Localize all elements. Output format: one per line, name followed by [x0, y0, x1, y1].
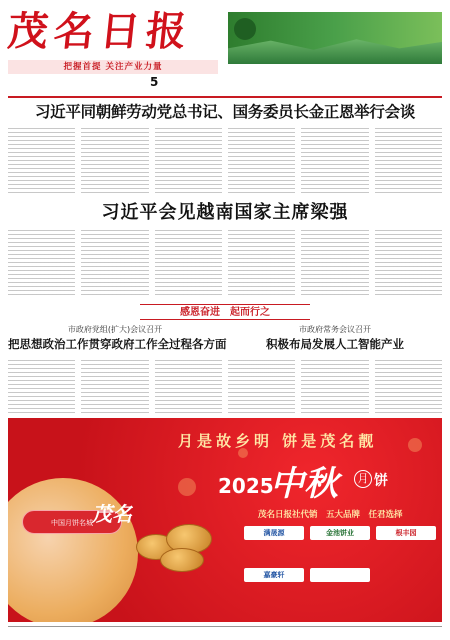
association-city: 茂名	[92, 502, 132, 526]
text-column	[81, 230, 148, 296]
masthead	[0, 0, 450, 78]
ad-festival-title: 中秋	[270, 464, 338, 504]
text-column	[375, 360, 442, 414]
masthead-divider	[8, 96, 442, 98]
text-column	[301, 128, 368, 194]
text-column	[301, 360, 368, 414]
text-column	[375, 230, 442, 296]
story-2-body	[8, 230, 442, 296]
association-badge: 中国月饼名城	[22, 510, 122, 534]
text-column	[81, 128, 148, 194]
headline-1: 习近平同朝鲜劳动党总书记、国务委员长金正恩举行会谈	[34, 102, 415, 121]
banner-tree-icon	[234, 18, 256, 40]
brand-logo: 嘉豪轩	[244, 568, 304, 582]
brand-logo	[310, 568, 370, 582]
text-column	[301, 230, 368, 296]
right-story-body	[228, 360, 442, 414]
text-column	[375, 128, 442, 194]
left-story-title: 把思想政治工作贯穿政府工作全过程各方面	[8, 337, 227, 351]
mooncake-advertisement	[8, 418, 442, 622]
brand-logo: 根丰园	[376, 526, 436, 540]
text-column	[8, 128, 75, 194]
story-1-body	[8, 128, 442, 194]
text-column	[228, 128, 295, 194]
ad-year: 2025	[218, 474, 274, 498]
text-column	[155, 230, 222, 296]
section-tag: 感恩奋进 起而行之	[140, 304, 310, 320]
text-column	[8, 230, 75, 296]
ad-slogan: 月是故乡明 饼是茂名靓	[178, 432, 378, 450]
left-story-kicker: 市政府党组(扩大)会议召开	[67, 325, 163, 334]
masthead-slogan: 把握首提 关注产业力量	[8, 60, 218, 74]
text-column	[8, 360, 75, 414]
ad-yue-mark: 月	[354, 470, 372, 488]
text-column	[81, 360, 148, 414]
mooncake-icon	[160, 548, 204, 572]
newspaper-logo: 茂名日报	[5, 8, 195, 55]
brand-logo: 金池饼业	[310, 526, 370, 540]
decor-bubble	[178, 478, 196, 496]
text-column	[228, 230, 295, 296]
ad-pitch: 茂名日报社代销 五大品牌 任君选择	[258, 510, 403, 520]
masthead-banner-ad	[228, 12, 442, 64]
mooncake-illustration	[136, 514, 226, 574]
left-story-body	[8, 360, 222, 414]
ad-bing-text: 饼	[374, 473, 388, 489]
issue-day-number: 5	[150, 75, 159, 89]
right-story-title: 积极布局发展人工智能产业	[266, 337, 404, 351]
text-column	[155, 128, 222, 194]
page-footer	[8, 626, 442, 636]
headline-2: 习近平会见越南国家主席梁强	[101, 202, 349, 223]
banner-hills-graphic	[228, 38, 442, 64]
text-column	[155, 360, 222, 414]
brand-logo: 满晟源	[244, 526, 304, 540]
text-column	[228, 360, 295, 414]
right-story-kicker: 市政府常务会议召开	[299, 325, 371, 334]
